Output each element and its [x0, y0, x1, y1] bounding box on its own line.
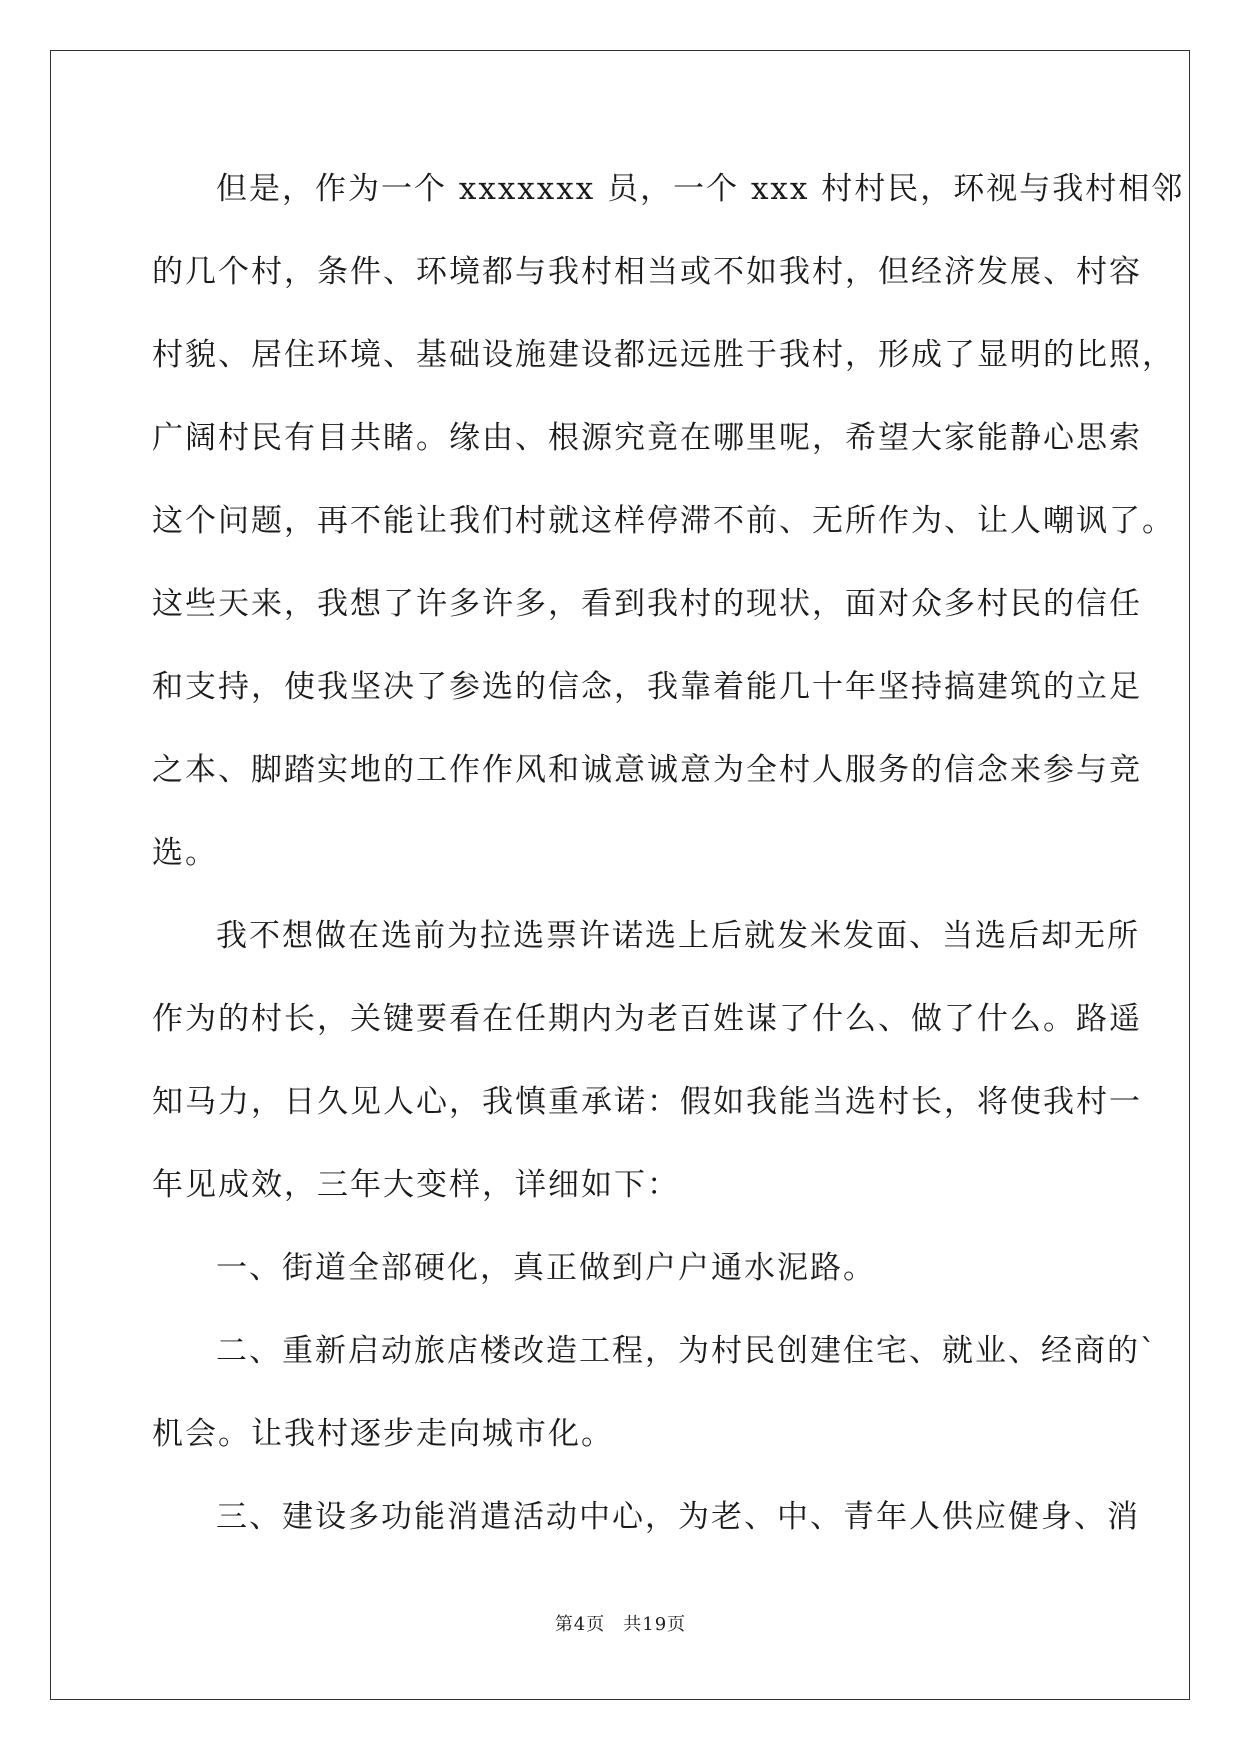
text-line: 年见成效，三年大变样，详细如下： [152, 1167, 680, 1203]
page-number: 第4页 [554, 1614, 606, 1635]
text-line: 一、街道全部硬化，真正做到户户通水泥路。 [216, 1250, 876, 1286]
text-line: 我不想做在选前为拉选票许诺选上后就发米发面、当选后却无所 [216, 918, 1140, 954]
text-line: 二、重新启动旅店楼改造工程，为村民创建住宅、就业、经商的` [216, 1333, 1158, 1369]
document-body [152, 166, 1185, 1577]
text-line: 广阔村民有目共睹。缘由、根源究竟在哪里呢，希望大家能静心思索 [152, 420, 1142, 456]
text-line: 和支持，使我坚决了参选的信念，我靠着能几十年坚持搞建筑的立足 [152, 669, 1142, 705]
text-line: 选。 [152, 835, 218, 871]
text-line: 三、建设多功能消遣活动中心，为老、中、青年人供应健身、消 [216, 1499, 1140, 1535]
page-footer [0, 1613, 1241, 1637]
text-line: 村貌、居住环境、基础设施建设都远远胜于我村，形成了显明的比照， [152, 337, 1175, 373]
text-line: 作为的村长，关键要看在任期内为老百姓谋了什么、做了什么。路遥 [152, 1001, 1142, 1037]
text-line: 的几个村，条件、环境都与我村相当或不如我村，但经济发展、村容 [152, 254, 1142, 290]
text-line: 机会。让我村逐步走向城市化。 [152, 1416, 614, 1452]
text-line: 之本、脚踏实地的工作作风和诚意诚意为全村人服务的信念来参与竞 [152, 752, 1142, 788]
text-line: 这些天来，我想了许多许多，看到我村的现状，面对众多村民的信任 [152, 586, 1142, 622]
text-line: 但是，作为一个 xxxxxxx 员，一个 xxx 村村民，环视与我村相邻 [216, 171, 1185, 207]
text-line: 这个问题，再不能让我们村就这样停滞不前、无所作为、让人嘲讽了。 [152, 503, 1175, 539]
text-line: 知马力，日久见人心，我慎重承诺：假如我能当选村长，将使我村一 [152, 1084, 1142, 1120]
page-total: 共19页 [623, 1614, 687, 1635]
